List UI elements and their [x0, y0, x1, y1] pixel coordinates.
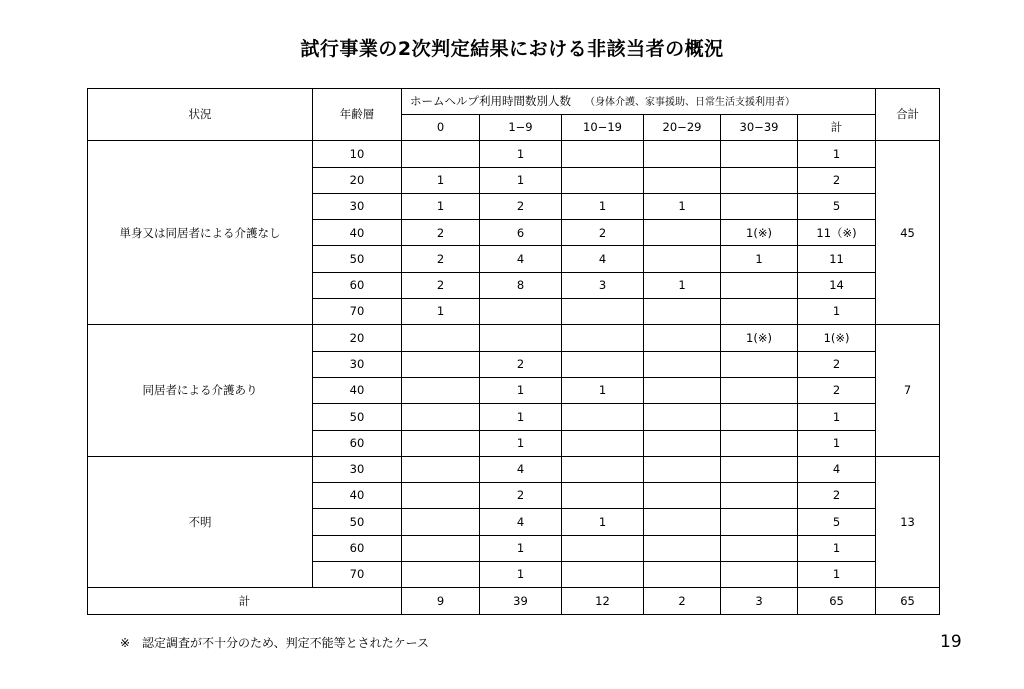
count-cell	[721, 535, 798, 561]
age-cell: 40	[313, 220, 402, 246]
count-cell	[562, 299, 644, 325]
count-cell	[644, 430, 721, 456]
bin-header: 20−29	[644, 115, 721, 141]
count-cell	[562, 456, 644, 482]
age-cell: 70	[313, 562, 402, 588]
count-cell: 1	[798, 430, 876, 456]
age-cell: 60	[313, 535, 402, 561]
totals-cell: 2	[644, 588, 721, 614]
count-cell: 5	[798, 193, 876, 219]
age-cell: 30	[313, 351, 402, 377]
count-cell: 1	[480, 430, 562, 456]
count-cell	[721, 377, 798, 403]
count-cell: 4	[480, 456, 562, 482]
count-cell: 2	[562, 220, 644, 246]
count-cell: 1	[562, 377, 644, 403]
age-cell: 20	[313, 167, 402, 193]
hours-group-label: ホームヘルプ利用時間数別人数	[410, 94, 571, 108]
count-cell	[644, 483, 721, 509]
count-cell	[562, 535, 644, 561]
hours-group-note: （身体介護、家事援助、日常生活支援利用者）	[585, 97, 795, 108]
total-header: 合計	[876, 89, 940, 141]
group-total-cell: 45	[876, 141, 940, 325]
header-row-1	[88, 89, 940, 115]
count-cell: 2	[480, 193, 562, 219]
count-cell	[562, 141, 644, 167]
age-cell: 50	[313, 404, 402, 430]
count-cell: 1	[798, 562, 876, 588]
count-cell	[721, 193, 798, 219]
count-cell	[721, 509, 798, 535]
count-cell: 1	[480, 562, 562, 588]
count-cell: 6	[480, 220, 562, 246]
count-cell: 11	[798, 246, 876, 272]
count-cell	[721, 404, 798, 430]
count-cell	[402, 430, 480, 456]
page-title: 試行事業の2次判定結果における非該当者の概況	[300, 38, 724, 60]
age-cell: 50	[313, 509, 402, 535]
count-cell: 1	[721, 246, 798, 272]
count-cell: 2	[798, 377, 876, 403]
age-cell: 60	[313, 272, 402, 298]
count-cell	[562, 430, 644, 456]
count-cell	[402, 562, 480, 588]
bin-header: 30−39	[721, 115, 798, 141]
totals-row	[88, 588, 940, 614]
group-total-cell: 7	[876, 325, 940, 456]
count-cell	[562, 483, 644, 509]
count-cell	[562, 167, 644, 193]
age-cell: 60	[313, 430, 402, 456]
count-cell: 1	[402, 167, 480, 193]
count-cell	[644, 299, 721, 325]
age-cell: 50	[313, 246, 402, 272]
count-cell: 1(※)	[721, 325, 798, 351]
age-header: 年齢層	[313, 89, 402, 141]
group-total-cell: 13	[876, 456, 940, 587]
count-cell	[562, 404, 644, 430]
bin-header: 計	[798, 115, 876, 141]
count-cell: 2	[480, 483, 562, 509]
count-cell: 3	[562, 272, 644, 298]
count-cell	[644, 377, 721, 403]
count-cell	[402, 377, 480, 403]
totals-cell: 9	[402, 588, 480, 614]
count-cell: 1	[644, 272, 721, 298]
totals-cell: 39	[480, 588, 562, 614]
group-label-cell: 同居者による介護あり	[88, 325, 313, 456]
count-cell	[644, 325, 721, 351]
count-cell	[644, 509, 721, 535]
age-cell: 10	[313, 141, 402, 167]
count-cell	[644, 535, 721, 561]
count-cell	[721, 167, 798, 193]
bin-header: 0	[402, 115, 480, 141]
count-cell	[402, 456, 480, 482]
count-cell	[644, 404, 721, 430]
bin-header: 10−19	[562, 115, 644, 141]
status-header: 状況	[88, 89, 313, 141]
totals-cell: 65	[876, 588, 940, 614]
count-cell: 1	[798, 141, 876, 167]
count-cell: 8	[480, 272, 562, 298]
count-cell: 1	[402, 193, 480, 219]
count-cell	[721, 562, 798, 588]
count-cell: 4	[480, 509, 562, 535]
count-cell: 2	[798, 483, 876, 509]
count-cell: 2	[402, 220, 480, 246]
count-cell	[721, 299, 798, 325]
count-cell: 2	[798, 167, 876, 193]
count-cell	[721, 141, 798, 167]
count-cell: 1	[402, 299, 480, 325]
count-cell: 1	[480, 535, 562, 561]
count-cell: 1(※)	[798, 325, 876, 351]
count-cell	[721, 351, 798, 377]
hours-group-header	[402, 89, 876, 115]
count-cell	[644, 167, 721, 193]
count-cell	[644, 351, 721, 377]
count-cell: 1	[644, 193, 721, 219]
group-label-cell: 単身又は同居者による介護なし	[88, 141, 313, 325]
count-cell	[480, 299, 562, 325]
totals-cell: 3	[721, 588, 798, 614]
table-row	[88, 141, 940, 167]
count-cell: 1	[798, 535, 876, 561]
count-cell	[644, 220, 721, 246]
count-cell: 1	[480, 141, 562, 167]
count-cell	[402, 141, 480, 167]
count-cell	[721, 483, 798, 509]
bin-header: 1−9	[480, 115, 562, 141]
count-cell	[721, 430, 798, 456]
page-number: 19	[940, 632, 962, 652]
count-cell: 1	[480, 377, 562, 403]
count-cell: 5	[798, 509, 876, 535]
count-cell: 2	[402, 272, 480, 298]
count-cell	[402, 404, 480, 430]
count-cell	[562, 325, 644, 351]
count-cell	[644, 246, 721, 272]
count-cell: 1	[480, 404, 562, 430]
count-cell	[644, 456, 721, 482]
count-cell	[721, 272, 798, 298]
summary-table	[87, 88, 940, 615]
count-cell: 1	[480, 167, 562, 193]
count-cell: 2	[480, 351, 562, 377]
count-cell: 4	[562, 246, 644, 272]
count-cell: 2	[402, 246, 480, 272]
count-cell	[402, 509, 480, 535]
count-cell: 4	[480, 246, 562, 272]
age-cell: 30	[313, 456, 402, 482]
count-cell: 1	[562, 193, 644, 219]
group-label-cell: 不明	[88, 456, 313, 587]
totals-cell: 65	[798, 588, 876, 614]
count-cell: 1	[562, 509, 644, 535]
count-cell	[644, 141, 721, 167]
count-cell: 1(※)	[721, 220, 798, 246]
totals-cell: 12	[562, 588, 644, 614]
age-cell: 70	[313, 299, 402, 325]
count-cell: 14	[798, 272, 876, 298]
age-cell: 30	[313, 193, 402, 219]
count-cell	[402, 483, 480, 509]
count-cell: 11（※)	[798, 220, 876, 246]
count-cell	[402, 351, 480, 377]
count-cell: 1	[798, 299, 876, 325]
age-cell: 40	[313, 483, 402, 509]
footnote: ※ 認定調査が不十分のため、判定不能等とされたケース	[120, 636, 429, 650]
age-cell: 40	[313, 377, 402, 403]
table-row	[88, 456, 940, 482]
count-cell: 1	[798, 404, 876, 430]
count-cell	[562, 351, 644, 377]
totals-label-cell: 計	[88, 588, 402, 614]
count-cell: 4	[798, 456, 876, 482]
count-cell	[480, 325, 562, 351]
count-cell	[721, 456, 798, 482]
count-cell: 2	[798, 351, 876, 377]
age-cell: 20	[313, 325, 402, 351]
count-cell	[402, 535, 480, 561]
count-cell	[644, 562, 721, 588]
table-row	[88, 325, 940, 351]
count-cell	[562, 562, 644, 588]
count-cell	[402, 325, 480, 351]
